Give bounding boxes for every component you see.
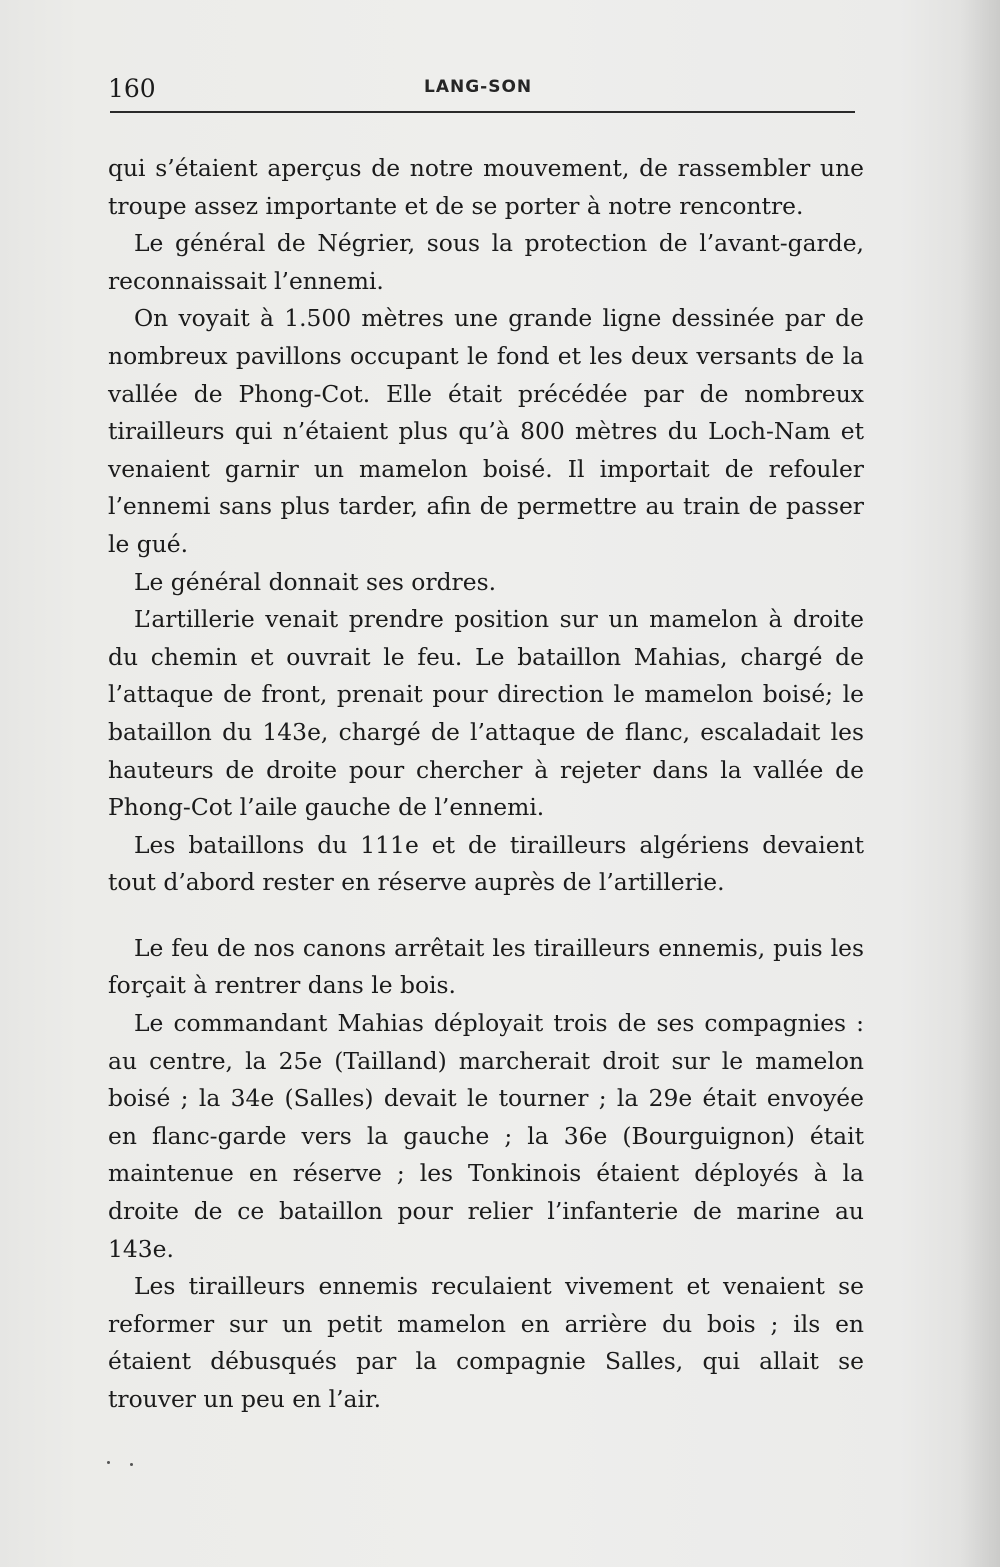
paper-speck — [107, 1461, 110, 1464]
paragraph: Les bataillons du 111e et de tirailleurs algériens devaient tout d’abord rester en réserve auprès de l’artillerie. — [108, 830, 864, 897]
page-edge-shadow — [960, 0, 1000, 1567]
paragraph: qui s’étaient aperçus de notre mouvement, de rassembler une troupe assez importante et de se porter à notre rencontre. — [108, 154, 864, 220]
paragraph: On voyait à 1.500 mètres une grande ligne dessinée par de nombreux pavillons occupant le fond et les deux versants de la vallée de Phong-Cot. Elle était précédée par de nombreux tirailleurs qui n’étaient plus qu’à 800 mètres du Loch-Nam et venaient garnir un mamelon boisé. Il importait de refouler l’ennemi sans plus tarder, afin de permettre au train de passer le gué. — [108, 304, 864, 558]
paragraph: Le général de Négrier, sous la protection de l’avant-garde, reconnaissait l’ennemi. — [108, 229, 864, 295]
page-number: 160 — [108, 74, 156, 103]
page-header — [108, 72, 854, 102]
paragraph: Le général donnait ses ordres. — [134, 567, 497, 596]
paragraph: Le feu de nos canons arrêtait les tirailleurs ennemis, puis les forçait à rentrer dans le bois. — [108, 933, 864, 1000]
body-text — [108, 150, 864, 1419]
paragraph: Les tirailleurs ennemis reculaient vivement et venaient se reformer sur un petit mamelon en arrière du bois ; ils en étaient débusqués par la compagnie Salles, qui allait se trouver un peu en l’air. — [108, 1272, 864, 1413]
paper-speck — [130, 1463, 133, 1466]
header-rule — [110, 111, 855, 113]
paragraph: Le commandant Mahias déployait trois de ses compagnies : au centre, la 25e (Tailland) marcherait droit sur le mamelon boisé ; la 34e (Salles) devait le tourner ; la 29e était envoyée en flanc-garde vers la gauche ; la 36e (Bourguignon) était maintenue en réserve ; les Tonkinois étaient déployés à la droite de ce bataillon pour relier l’infanterie de marine au 143e. — [108, 1009, 864, 1263]
paragraph: L’artillerie venait prendre position sur un mamelon à droite du chemin et ouvrait le feu. Le bataillon Mahias, chargé de l’attaque de front, prenait pour direction le mamelon boisé; le bataillon du 143e, chargé de l’attaque de flanc, escaladait les hauteurs de droite pour chercher à rejeter dans la vallée de Phong-Cot l’aile gauche de l’ennemi. — [108, 605, 864, 822]
running-head: LANG-SON — [424, 77, 533, 97]
